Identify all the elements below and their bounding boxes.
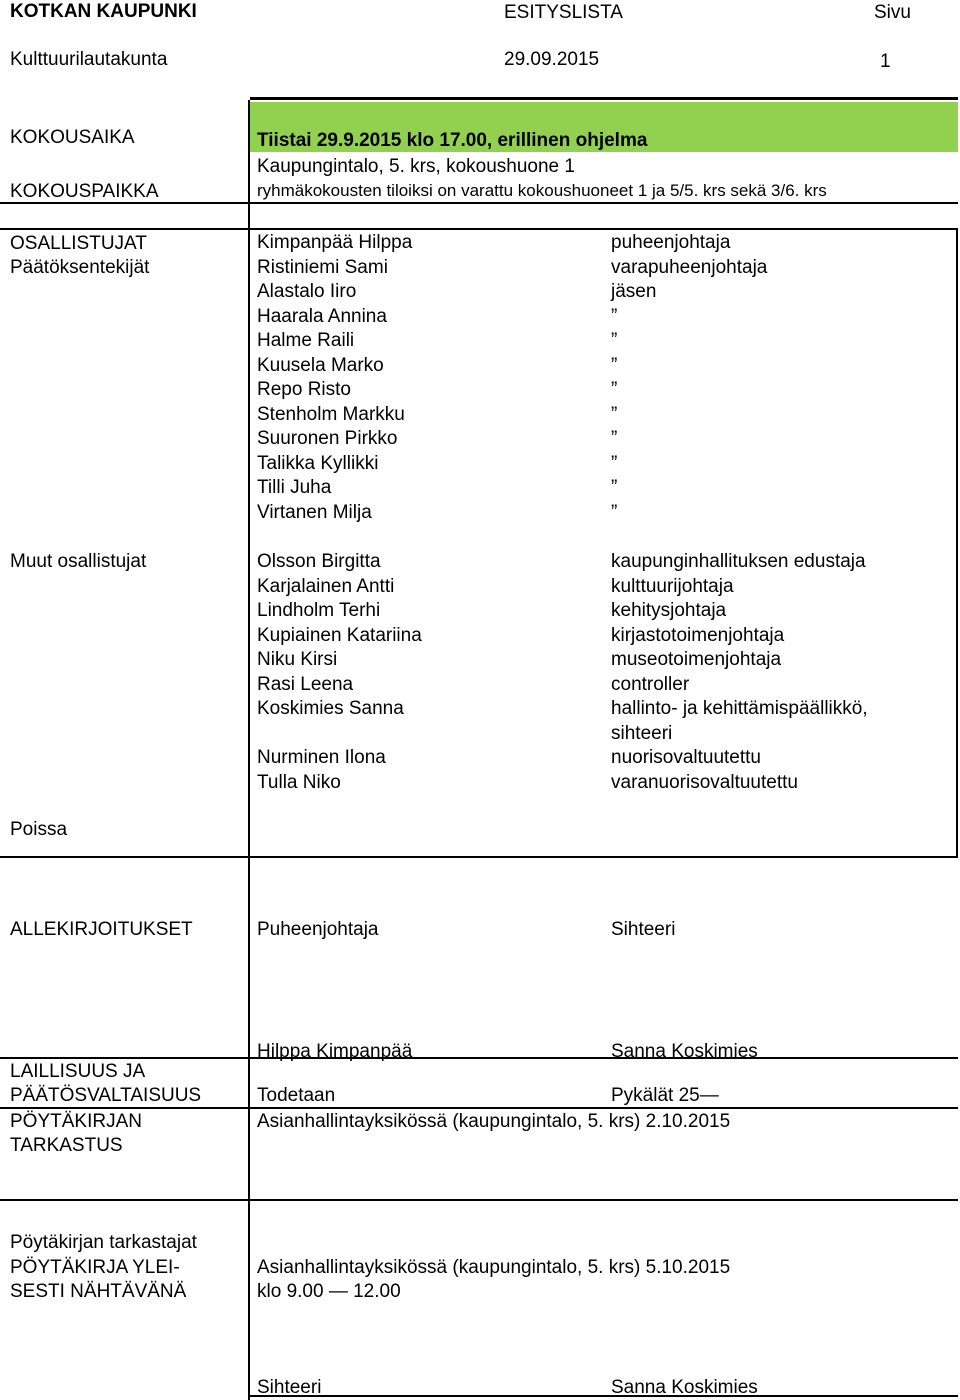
public-label-line1: PÖYTÄKIRJA YLEI- [10,1257,180,1278]
vertical-divider [248,100,250,1400]
other-participant-role: controller [611,673,690,695]
other-participant-role: sihteeri [611,722,673,744]
other-participant-name: Olsson Birgitta [257,551,381,572]
decision-maker-name: Suuronen Pirkko [257,428,398,449]
other-participant-role: kehitysjohtaja [611,600,727,621]
meeting-place-label: KOKOUSPAIKKA [10,181,159,202]
other-participant-role: varanuorisovaltuutettu [611,771,798,793]
doc-type: ESITYSLISTA [504,2,623,23]
footer-secretary-label: Sihteeri [257,1377,322,1398]
decision-maker-name: Tilli Juha [257,477,332,498]
decision-maker-role: puheenjohtaja [611,232,731,253]
other-participant-role: museotoimenjohtaja [611,649,782,670]
legality-sections: Pykälät 25— [611,1085,719,1106]
legality-label-line1: LAILLISUUS JA [10,1061,146,1082]
other-participant-role: nuorisovaltuutettu [611,747,761,768]
other-participant-name: Nurminen Ilona [257,747,386,768]
other-participants-roles [611,550,868,795]
decision-maker-role: jäsen [611,281,657,302]
decision-makers-roles [611,231,767,525]
decision-maker-role: ” [611,354,618,376]
public-label-line2: SESTI NÄHTÄVÄNÄ [10,1281,187,1302]
review-section-bottom [0,1199,958,1201]
participants-box-bottom [0,856,958,858]
decision-makers-names [257,231,412,525]
meeting-place-line2: ryhmäkokousten tiloiksi on varattu kokoushuoneet 1 ja 5/5. krs sekä 3/6. krs [257,181,827,200]
secretary-name: Sanna Koskimies [611,1041,758,1062]
public-value-line1: Asianhallintayksikössä (kaupungintalo, 5. krs) 5.10.2015 [257,1257,731,1278]
public-value-line2: klo 9.00 — 12.00 [257,1281,401,1302]
secretary-label: Sihteeri [611,919,676,940]
decision-maker-name: Alastalo Iiro [257,281,357,302]
participants-box-top [0,228,958,230]
other-participant-role: hallinto- ja kehittämispäällikkö, [611,698,868,719]
other-participant-name [257,722,422,747]
signatures-label: ALLEKIRJOITUKSET [10,919,193,940]
decision-maker-name: Repo Risto [257,379,351,400]
other-participant-name: Tulla Niko [257,771,341,793]
decision-maker-role: ” [611,330,618,351]
decision-maker-role: ” [611,477,618,498]
review-label-line1: PÖYTÄKIRJAN [10,1111,142,1132]
other-participant-role: kaupunginhallituksen edustaja [611,551,866,572]
review-value: Asianhallintayksikössä (kaupungintalo, 5. krs) 2.10.2015 [257,1111,731,1132]
legality-value: Todetaan [257,1085,336,1106]
footer-secretary-name: Sanna Koskimies [611,1377,758,1398]
legality-label-line2: PÄÄTÖSVALTAISUUS [10,1085,202,1106]
committee-name: Kulttuurilautakunta [10,49,168,70]
chair-name: Hilppa Kimpanpää [257,1041,413,1062]
decision-maker-role: ” [611,403,618,425]
decision-maker-role: ” [611,428,618,449]
page-label: Sivu [874,2,911,23]
decision-maker-name: Halme Raili [257,330,355,351]
decision-makers-label: Päätöksentekijät [10,257,150,278]
decision-maker-name: Haarala Annina [257,305,387,327]
footer-signature-rule [250,1395,958,1397]
decision-maker-role: ” [611,452,618,474]
org-name: KOTKAN KAUPUNKI [10,1,197,22]
decision-maker-role: ” [611,379,618,400]
decision-maker-name: Stenholm Markku [257,403,405,425]
review-label-line2: TARKASTUS [10,1135,123,1156]
other-participant-role: kulttuurijohtaja [611,575,734,597]
other-participant-name: Koskimies Sanna [257,698,404,719]
absent-label: Poissa [10,819,68,840]
other-participant-name: Karjalainen Antti [257,575,395,597]
meeting-time-value: Tiistai 29.9.2015 klo 17.00, erillinen ohjelma [257,130,648,151]
decision-maker-name: Kuusela Marko [257,354,384,376]
meeting-place-line1: Kaupungintalo, 5. krs, kokoushuone 1 [257,156,575,177]
document-date: 29.09.2015 [504,49,600,70]
decision-maker-role: ” [611,305,618,327]
header-rule [250,97,958,100]
other-participant-name: Niku Kirsi [257,649,338,670]
meeting-time-label: KOKOUSAIKA [10,127,135,148]
page-number: 1 [880,51,891,72]
decision-maker-role: ” [611,501,618,523]
reviewers-label: Pöytäkirjan tarkastajat [10,1232,197,1253]
other-participant-name: Lindholm Terhi [257,600,381,621]
decision-maker-name: Talikka Kyllikki [257,452,379,474]
other-participant-role: kirjastotoimenjohtaja [611,624,785,646]
decision-maker-name: Virtanen Milja [257,501,372,523]
participants-box-right [956,228,958,858]
signature-section-bottom [0,1057,958,1059]
decision-maker-name: Kimpanpää Hilppa [257,232,413,253]
other-participants-names [257,550,422,795]
other-participant-name: Rasi Leena [257,673,354,695]
other-participant-name: Kupiainen Katariina [257,624,422,646]
decision-maker-role: varapuheenjohtaja [611,256,768,278]
participants-label: OSALLISTUJAT [10,233,147,254]
chair-label: Puheenjohtaja [257,919,379,940]
other-participants-label: Muut osallistujat [10,551,147,572]
decision-maker-name: Ristiniemi Sami [257,256,388,278]
